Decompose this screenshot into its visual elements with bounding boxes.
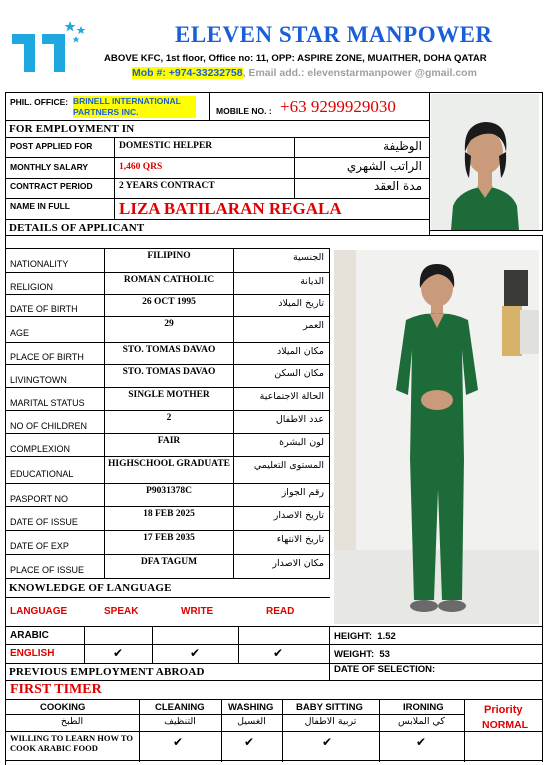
detail-arabic: رقم الجواز bbox=[281, 487, 324, 498]
skill-arabic: تربية الاطفال bbox=[304, 716, 357, 727]
detail-arabic: الجنسية bbox=[293, 252, 324, 263]
row-divider bbox=[5, 456, 330, 457]
row-divider bbox=[5, 433, 330, 434]
skill-header: WASHING bbox=[228, 702, 274, 713]
height-label-text: HEIGHT: bbox=[334, 631, 372, 642]
detail-arabic: العمر bbox=[303, 320, 324, 331]
office-name: BRINELL INTERNATIONAL PARTNERS INC. bbox=[73, 96, 196, 118]
name-label: NAME IN FULL bbox=[10, 201, 70, 211]
previous-employment-value: FIRST TIMER bbox=[10, 682, 102, 697]
height-value: 1.52 bbox=[377, 631, 396, 642]
skill-header: CLEANING bbox=[155, 702, 205, 713]
check-mark-icon: ✔ bbox=[416, 735, 427, 749]
check-mark-icon: ✔ bbox=[113, 646, 124, 660]
skill-arabic: الغسيل bbox=[237, 716, 266, 727]
company-mobile: Mob #: +974-33232758 bbox=[132, 67, 243, 79]
skill-header: COOKING bbox=[40, 702, 86, 713]
detail-label: PLACE OF ISSUE bbox=[10, 565, 85, 575]
employment-label: CONTRACT PERIOD bbox=[10, 181, 93, 191]
detail-label: DATE OF ISSUE bbox=[10, 517, 78, 527]
employment-label: MONTHLY SALARY bbox=[10, 162, 89, 172]
detail-arabic: المستوى التعليمي bbox=[253, 460, 324, 471]
check-mark-icon: ✔ bbox=[322, 735, 333, 749]
detail-value: 29 bbox=[164, 319, 174, 329]
row-divider bbox=[5, 554, 330, 555]
detail-label: PLACE OF BIRTH bbox=[10, 352, 84, 362]
priority-label: Priority bbox=[484, 704, 523, 716]
row-divider bbox=[5, 364, 330, 365]
detail-arabic: تاريخ الانتهاء bbox=[276, 534, 324, 545]
skill-arabic: كي الملابس bbox=[398, 716, 445, 727]
detail-value: SINGLE MOTHER bbox=[128, 390, 210, 400]
detail-arabic: تاريخ الاصدار bbox=[273, 510, 324, 521]
detail-label: PASPORT NO bbox=[10, 493, 69, 504]
row-divider bbox=[5, 410, 330, 411]
detail-value: 2 bbox=[166, 413, 172, 423]
employment-arabic: مدة العقد bbox=[374, 179, 422, 193]
detail-label: NO OF CHILDREN bbox=[10, 420, 88, 431]
detail-value: 17 FEB 2035 bbox=[143, 533, 195, 543]
cooking-value: WILLING TO LEARN HOW TO COOK ARABIC FOOD bbox=[10, 733, 133, 753]
details-section-title: DETAILS OF APPLICANT bbox=[9, 222, 145, 234]
applicant-full-body-photo bbox=[334, 250, 539, 624]
detail-arabic: الحالة الاجتماعية bbox=[259, 391, 324, 402]
language-section-title: KNOWLEDGE OF LANGUAGE bbox=[9, 582, 172, 594]
skill-arabic: التنظيف bbox=[164, 716, 196, 727]
language-header: WRITE bbox=[181, 606, 214, 617]
detail-value: 26 OCT 1995 bbox=[142, 297, 196, 307]
language-header: LANGUAGE bbox=[10, 606, 68, 617]
detail-arabic: مكان الاصدار bbox=[272, 558, 324, 569]
company-address: ABOVE KFC, 1st floor, Office no: 11, OPP: ASPIRE ZONE, MUAITHER, DOHA QATAR bbox=[104, 53, 487, 64]
employment-label: POST APPLIED FOR bbox=[10, 141, 93, 151]
company-email[interactable]: Email add.: elevenstarmanpower @gmail.com bbox=[248, 67, 477, 79]
detail-value: 18 FEB 2025 bbox=[143, 509, 195, 519]
skill-header: BABY SITTING bbox=[296, 702, 363, 713]
selection-date-label: DATE OF SELECTION: bbox=[334, 664, 436, 675]
detail-arabic: مكان السكن bbox=[274, 368, 324, 379]
employment-arabic: الوظيفة bbox=[383, 139, 422, 153]
detail-value: DFA TAGUM bbox=[140, 557, 198, 567]
detail-label: NATIONALITY bbox=[10, 259, 69, 269]
previous-section-title: PREVIOUS EMPLOYMENT ABROAD bbox=[9, 666, 205, 678]
weight-label bbox=[334, 649, 390, 660]
skill-arabic: الطبخ bbox=[60, 716, 84, 727]
language-row-label: ENGLISH bbox=[10, 648, 55, 659]
office-mobile-label: MOBILE NO. : bbox=[216, 106, 272, 116]
company-contact: Mob #: +974-33232758, Email add.: elevenstarmanpower @gmail.com bbox=[132, 67, 477, 79]
detail-value: FILIPINO bbox=[147, 251, 191, 261]
weight-value: 53 bbox=[379, 649, 390, 660]
detail-label: DATE OF BIRTH bbox=[10, 304, 78, 314]
height-label bbox=[334, 631, 396, 642]
skill-header: IRONING bbox=[403, 702, 444, 713]
detail-label: EDUCATIONAL bbox=[10, 468, 74, 479]
language-header: READ bbox=[266, 606, 295, 617]
office-mobile-value: +63 9299929030 bbox=[280, 97, 396, 116]
detail-value: P9031378C bbox=[146, 486, 192, 496]
row-divider bbox=[5, 506, 330, 507]
detail-arabic: عدد الاطفال bbox=[275, 414, 324, 425]
detail-label: COMPLEXION bbox=[10, 443, 71, 454]
language-row-label: ARABIC bbox=[10, 630, 49, 641]
detail-label: DATE OF EXP bbox=[10, 541, 69, 551]
employment-arabic: الراتب الشهري bbox=[346, 159, 422, 173]
company-name: ELEVEN STAR MANPOWER bbox=[175, 22, 493, 47]
employment-section-title: FOR EMPLOYMENT IN bbox=[9, 123, 135, 135]
detail-arabic: تاريخ الميلاد bbox=[278, 298, 324, 309]
weight-label-text: WEIGHT: bbox=[334, 649, 375, 660]
employment-value: DOMESTIC HELPER bbox=[119, 141, 213, 151]
row-divider bbox=[5, 483, 330, 484]
check-mark-icon: ✔ bbox=[173, 735, 184, 749]
check-mark-icon: ✔ bbox=[190, 646, 201, 660]
row-divider bbox=[5, 530, 330, 531]
detail-arabic: الديانة bbox=[300, 276, 324, 287]
employment-value: 2 YEARS CONTRACT bbox=[119, 181, 215, 191]
office-label: PHIL. OFFICE: bbox=[10, 97, 69, 107]
row-divider bbox=[5, 316, 330, 317]
detail-value: HIGHSCHOOL GRADUATE bbox=[107, 459, 231, 469]
applicant-name: LIZA BATILARAN REGALA bbox=[119, 199, 342, 218]
check-mark-icon: ✔ bbox=[244, 735, 255, 749]
employment-value: 1,460 QRS bbox=[119, 162, 163, 172]
language-header: SPEAK bbox=[104, 606, 139, 617]
row-divider bbox=[5, 272, 330, 273]
row-divider bbox=[5, 342, 330, 343]
detail-label: MARITAL STATUS bbox=[10, 397, 85, 408]
detail-value: FAIR bbox=[157, 436, 181, 446]
detail-label: LIVINGTOWN bbox=[10, 374, 67, 385]
detail-arabic: مكان الميلاد bbox=[276, 346, 324, 357]
row-divider bbox=[5, 294, 330, 295]
detail-arabic: لون البشرة bbox=[279, 437, 324, 448]
company-logo bbox=[10, 18, 90, 76]
detail-label: AGE bbox=[10, 328, 30, 338]
applicant-portrait-photo bbox=[431, 94, 539, 230]
row-divider bbox=[5, 387, 330, 388]
detail-value: ROMAN CATHOLIC bbox=[123, 275, 215, 285]
detail-value: STO. TOMAS DAVAO bbox=[122, 345, 216, 355]
detail-label: RELIGION bbox=[10, 282, 54, 292]
priority-value: NORMAL bbox=[482, 719, 529, 731]
detail-value: STO. TOMAS DAVAO bbox=[122, 367, 216, 377]
check-mark-icon: ✔ bbox=[273, 646, 284, 660]
